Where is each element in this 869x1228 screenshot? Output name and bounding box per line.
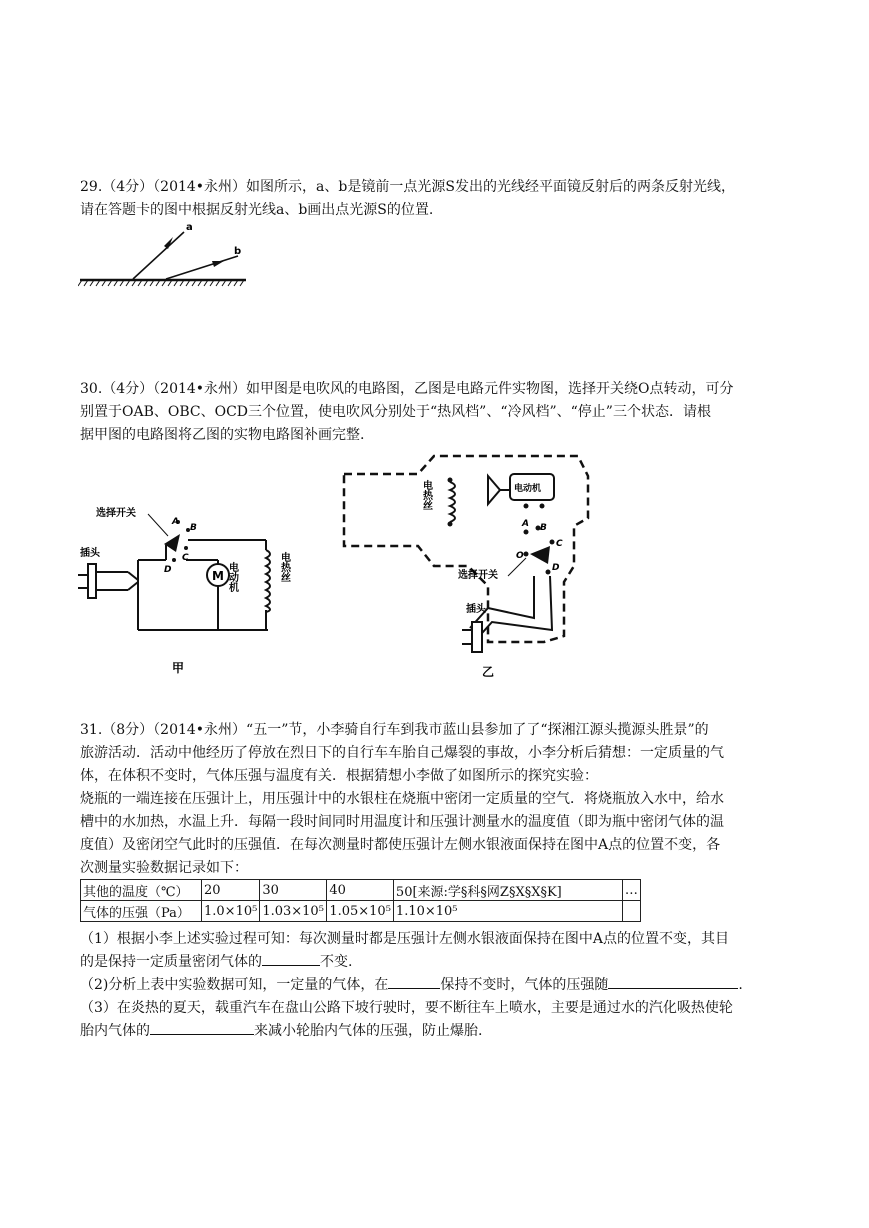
yi-motor-label: 电动机 bbox=[514, 484, 542, 494]
hair-dryer-figure-yi bbox=[338, 446, 598, 682]
jia-point-d: D bbox=[164, 565, 172, 575]
yi-heater-label-text: 电热丝 bbox=[420, 480, 432, 510]
q31-line-2: 旅游活动．活动中他经历了停放在烈日下的自行车车胎自己爆裂的事故，小李分析后猜想：一定质量的气 bbox=[80, 745, 724, 761]
jia-point-c: C bbox=[182, 553, 189, 563]
q29-line-1: 29.（4分）（2014•永州）如图所示，a、b是镜前一点光源S发出的光线经平面镜反射后的两条反射光线， bbox=[80, 179, 735, 195]
table-cell: 1.03×10⁵ bbox=[260, 901, 327, 922]
reflected-ray-a bbox=[133, 232, 184, 279]
table-cell bbox=[622, 901, 640, 922]
table-cell: 1.10×10⁵ bbox=[393, 901, 622, 922]
ray-a-label: a bbox=[186, 222, 193, 233]
jia-switch-label: 选择开关 bbox=[96, 508, 136, 519]
question-31-text bbox=[80, 719, 792, 880]
q31-sub2-text-c: . bbox=[738, 977, 743, 993]
q31-line-3: 体，在体积不变时，气体压强与温度有关．根据猜想小李做了如图所示的探究实验： bbox=[80, 768, 598, 784]
jia-motor-label bbox=[227, 561, 239, 593]
q31-sub2-text-b: 保持不变时，气体的压强随 bbox=[440, 977, 609, 993]
yi-point-o: O bbox=[516, 551, 524, 561]
table-cell: 1.0×10⁵ bbox=[202, 901, 260, 922]
yi-heater-label bbox=[421, 479, 433, 510]
q31-sub1-line-1: （1）根据小李上述实验过程可知：每次测量时都是压强计左侧水银液面保持在图中A点的位置不变，其目 bbox=[80, 931, 730, 947]
yi-switch-label: 选择开关 bbox=[458, 570, 498, 581]
table-cell: 50[来源:学§科§网Z§X§X§K] bbox=[393, 880, 622, 901]
q30-line-2: 别置于OAB、OBC、OCD三个位置，使电吹风分别处于“热风档”、“冷风档”、“停止”三个状态．请根 bbox=[80, 404, 711, 420]
answer-blank-4[interactable] bbox=[150, 1020, 254, 1035]
q31-line-5: 槽中的水加热，水温上升．每隔一段时间同时用温度计和压强计测量水的温度值（即为瓶中密闭气体的温 bbox=[80, 814, 724, 830]
jia-caption: 甲 bbox=[172, 661, 185, 675]
q31-line-4: 烧瓶的一端连接在压强计上，用压强计中的水银柱在烧瓶中密闭一定质量的空气．将烧瓶放入水中，给水 bbox=[80, 791, 724, 807]
q30-line-3: 据甲图的电路图将乙图的实物电路图补画完整. bbox=[80, 427, 365, 443]
answer-blank-1[interactable] bbox=[262, 951, 320, 966]
answer-blank-3[interactable] bbox=[608, 974, 738, 989]
table-cell: 20 bbox=[202, 880, 260, 901]
q31-sub3-line-1: （3）在炎热的夏天，载重汽车在盘山公路下坡行驶时，要不断往车上喷水，主要是通过水的汽化吸热使轮 bbox=[80, 1000, 733, 1016]
yi-point-c: C bbox=[556, 539, 563, 549]
yi-caption: 乙 bbox=[482, 665, 495, 679]
jia-point-a: A bbox=[172, 517, 179, 527]
q31-sub1-text-b: 不变. bbox=[320, 954, 353, 970]
yi-point-a: A bbox=[522, 519, 529, 529]
yi-point-b: B bbox=[540, 523, 547, 533]
motor-symbol: M bbox=[212, 569, 224, 583]
q31-line-6: 度值）及密闭空气此时的压强值．在每次测量时都使压强计左侧水银液面保持在图中A点的位置不变，各 bbox=[80, 837, 721, 853]
table-row bbox=[81, 880, 641, 901]
table-cell: 1.05×10⁵ bbox=[327, 901, 394, 922]
ray-b-arrow-icon bbox=[212, 261, 224, 267]
yi-plug-label: 插头 bbox=[466, 604, 486, 615]
q31-line-1: 31.（8分）（2014•永州）“五一”节，小李骑自行车到我市蓝山县参加了了“探湘江源头揽源头胜景”的 bbox=[80, 722, 709, 738]
yi-selector-switch-icon bbox=[530, 546, 550, 564]
q30-line-1: 30.（4分）（2014•永州）如甲图是电吹风的电路图，乙图是电路元件实物图，选择开关绕O点转动，可分 bbox=[80, 381, 734, 397]
yi-point-d: D bbox=[552, 563, 560, 573]
reflected-ray-b bbox=[166, 256, 238, 279]
jia-point-b: B bbox=[190, 523, 197, 533]
table-row bbox=[81, 901, 641, 922]
mirror-reflection-figure bbox=[78, 218, 278, 290]
jia-plug-label: 插头 bbox=[80, 548, 100, 559]
table-cell: 30 bbox=[260, 880, 327, 901]
jia-heater-label-text: 电热丝 bbox=[278, 552, 290, 582]
question-31-subparts bbox=[80, 928, 792, 1043]
jia-motor-label-text: 电动机 bbox=[226, 562, 238, 592]
table-cell: 40 bbox=[327, 880, 394, 901]
q31-sub3-text-b: 来减小轮胎内气体的压强，防止爆胎. bbox=[254, 1023, 483, 1039]
q31-sub3-line-2 bbox=[80, 1020, 792, 1043]
table-cell: 气体的压强（Pa） bbox=[81, 901, 202, 922]
yi-plug-icon bbox=[472, 622, 482, 652]
q31-line-7: 次测量实验数据记录如下： bbox=[80, 860, 248, 876]
question-30-text bbox=[80, 378, 792, 447]
fan-blade-icon bbox=[488, 476, 510, 504]
answer-blank-2[interactable] bbox=[388, 974, 440, 989]
q31-sub2-text-a: （2)分析上表中实验数据可知，一定量的气体，在 bbox=[80, 977, 389, 993]
q31-sub1-line-2 bbox=[80, 951, 792, 974]
ray-b-label: b bbox=[234, 246, 242, 257]
q29-line-2: 请在答题卡的图中根据反射光线a、b画出点光源S的位置. bbox=[80, 202, 434, 218]
measurement-table bbox=[80, 879, 641, 922]
question-29-text bbox=[80, 176, 792, 222]
heater-coil-icon bbox=[266, 550, 270, 612]
q31-sub3-text-a: 胎内气体的 bbox=[80, 1023, 150, 1039]
circuit-diagram-jia bbox=[78, 500, 298, 680]
jia-heater-label bbox=[279, 551, 291, 582]
q31-sub2-line bbox=[80, 974, 792, 997]
yi-heater-coil-icon bbox=[450, 482, 455, 522]
table-cell: … bbox=[622, 880, 640, 901]
table-cell: 其他的温度（℃） bbox=[81, 880, 202, 901]
q31-sub1-text-a: 的是保持一定质量密闭气体的 bbox=[80, 954, 262, 970]
